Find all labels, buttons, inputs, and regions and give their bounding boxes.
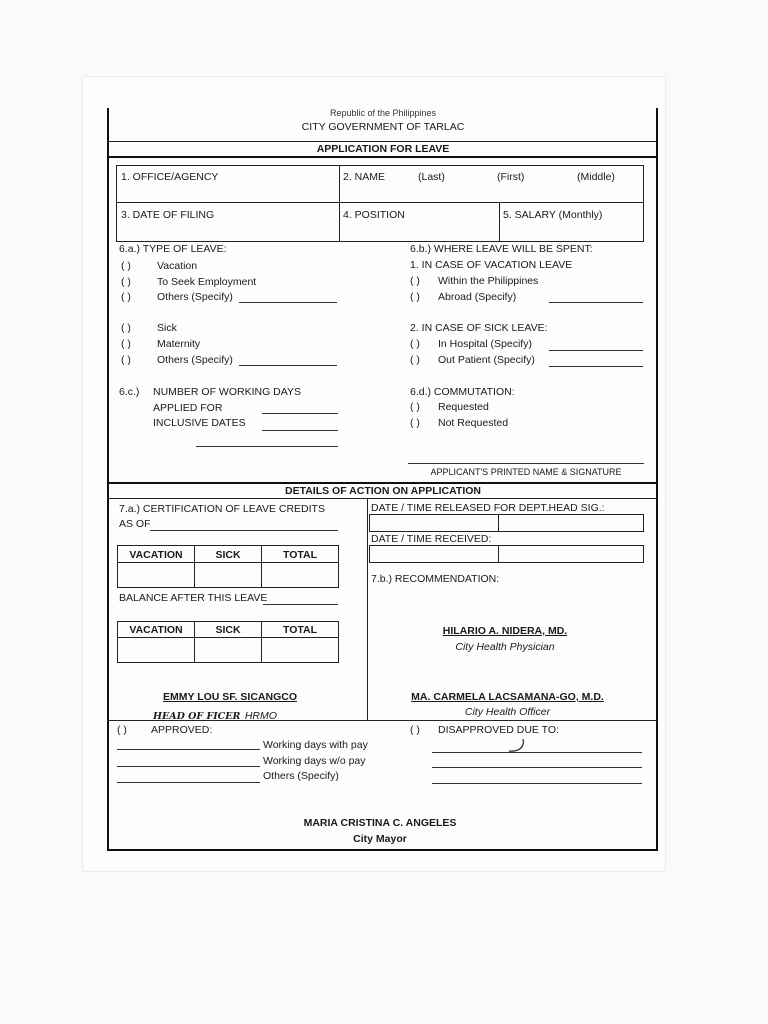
balance-col-vacation: VACATION bbox=[129, 624, 183, 636]
frame-right bbox=[656, 108, 658, 850]
disapproved-label: DISAPPROVED DUE TO: bbox=[438, 724, 559, 736]
disapproved-checkbox[interactable]: ( ) DISAPPROVED DUE TO: bbox=[410, 724, 559, 736]
within-philippines-label: Within the Philippines bbox=[438, 275, 539, 287]
working-days-line1: NUMBER OF WORKING DAYS bbox=[153, 386, 301, 398]
as-of-label: AS OF bbox=[119, 518, 151, 530]
hospital-label: In Hospital (Specify) bbox=[438, 338, 532, 350]
type-of-leave-heading: 6.a.) TYPE OF LEAVE: bbox=[119, 243, 227, 255]
received-label: DATE / TIME RECEIVED: bbox=[371, 533, 492, 545]
received-field[interactable] bbox=[369, 545, 644, 563]
requested-label: Requested bbox=[438, 401, 489, 413]
credits-table-rule bbox=[118, 562, 338, 563]
vacation-checkbox[interactable]: ( ) Vacation bbox=[121, 260, 198, 272]
disapproved-line-1[interactable] bbox=[432, 752, 642, 753]
header-rule-top bbox=[108, 141, 658, 142]
released-label: DATE / TIME RELEASED FOR DEPT.HEAD SIG.: bbox=[371, 502, 605, 514]
frame-bottom bbox=[107, 849, 658, 851]
disapproved-line-2[interactable] bbox=[432, 767, 642, 768]
requested-checkbox[interactable]: ( ) Requested bbox=[410, 401, 489, 413]
with-pay-label: Working days with pay bbox=[263, 739, 368, 751]
working-days-line3: INCLUSIVE DATES bbox=[153, 417, 246, 429]
others-sick-label: Others (Specify) bbox=[157, 354, 233, 366]
hospital-line[interactable] bbox=[549, 350, 643, 351]
as-of-line[interactable] bbox=[150, 530, 338, 531]
hospital-checkbox[interactable]: ( ) In Hospital (Specify) bbox=[410, 338, 532, 350]
abroad-line[interactable] bbox=[549, 302, 643, 303]
balance-line[interactable] bbox=[263, 604, 338, 605]
working-days-label: 6.c.) bbox=[119, 386, 140, 398]
position-label: 4. POSITION bbox=[343, 209, 405, 221]
inclusive-dates-line[interactable] bbox=[262, 430, 338, 431]
hrmo-handwritten-note: HEAD OF FICER bbox=[153, 711, 241, 722]
others-sick-checkbox[interactable]: ( ) Others (Specify) bbox=[121, 354, 233, 366]
credits-col-sick: SICK bbox=[215, 549, 241, 561]
name-first-label: (First) bbox=[497, 171, 525, 183]
form-title: APPLICATION FOR LEAVE bbox=[316, 143, 450, 155]
physician-name: HILARIO A. NIDERA, MD. bbox=[442, 625, 568, 637]
health-officer-title: City Health Officer bbox=[464, 706, 551, 718]
mayor-title: City Mayor bbox=[353, 833, 407, 845]
others-approval-label: Others (Specify) bbox=[263, 770, 339, 782]
salary-vdivider bbox=[499, 203, 500, 241]
salary-label: 5. SALARY (Monthly) bbox=[503, 209, 603, 221]
released-field[interactable] bbox=[369, 514, 644, 532]
credits-col-total: TOTAL bbox=[282, 549, 318, 561]
name-middle-label: (Middle) bbox=[577, 171, 615, 183]
others-approval-line[interactable] bbox=[117, 782, 260, 783]
header-rule-bottom bbox=[108, 156, 658, 158]
vacation-label: Vacation bbox=[157, 260, 198, 272]
details-heading: DETAILS OF ACTION ON APPLICATION bbox=[285, 485, 481, 497]
top-fields-vdivider bbox=[339, 165, 340, 241]
with-pay-line[interactable] bbox=[117, 749, 260, 750]
approved-checkbox[interactable]: ( ) APPROVED: bbox=[117, 724, 213, 736]
balance-col-total: TOTAL bbox=[282, 624, 318, 636]
sick-checkbox[interactable]: ( ) Sick bbox=[121, 322, 177, 334]
frame-left bbox=[107, 108, 109, 850]
top-fields-divider bbox=[117, 202, 643, 203]
vacation-case-heading: 1. IN CASE OF VACATION LEAVE bbox=[410, 259, 573, 271]
office-agency-label: 1. OFFICE/AGENCY bbox=[121, 171, 219, 183]
without-pay-line[interactable] bbox=[117, 766, 260, 767]
not-requested-label: Not Requested bbox=[438, 417, 509, 429]
where-spent-heading: 6.b.) WHERE LEAVE WILL BE SPENT: bbox=[410, 243, 593, 255]
city-government-title: CITY GOVERNMENT OF TARLAC bbox=[301, 121, 465, 133]
applicant-signature-label: APPLICANT'S PRINTED NAME & SIGNATURE bbox=[430, 467, 622, 477]
others-sick-line[interactable] bbox=[239, 365, 337, 366]
sick-case-heading: 2. IN CASE OF SICK LEAVE: bbox=[410, 322, 548, 334]
abroad-checkbox[interactable]: ( ) Abroad (Specify) bbox=[410, 291, 517, 303]
mayor-name: MARIA CRISTINA C. ANGELES bbox=[303, 817, 457, 829]
seek-employment-checkbox[interactable]: ( ) To Seek Employment bbox=[121, 276, 257, 288]
pen-mark-icon bbox=[505, 737, 529, 757]
approval-rule bbox=[108, 720, 658, 721]
approved-label: APPROVED: bbox=[151, 724, 213, 736]
details-vdivider bbox=[367, 498, 368, 720]
without-pay-label: Working days w/o pay bbox=[263, 755, 366, 767]
credits-col-vacation: VACATION bbox=[129, 549, 183, 561]
disapproved-line-3[interactable] bbox=[432, 783, 642, 784]
commutation-heading: 6.d.) COMMUTATION: bbox=[410, 386, 515, 398]
hrmo-title: HRMO bbox=[244, 710, 277, 722]
maternity-label: Maternity bbox=[157, 338, 201, 350]
applied-for-line[interactable] bbox=[262, 413, 338, 414]
others-vacation-label: Others (Specify) bbox=[157, 291, 233, 303]
recommendation-label: 7.b.) RECOMMENDATION: bbox=[371, 573, 500, 585]
outpatient-label: Out Patient (Specify) bbox=[438, 354, 535, 366]
certification-heading: 7.a.) CERTIFICATION OF LEAVE CREDITS bbox=[119, 503, 325, 515]
not-requested-checkbox[interactable]: ( ) Not Requested bbox=[410, 417, 509, 429]
balance-label: BALANCE AFTER THIS LEAVE bbox=[119, 592, 268, 604]
date-filing-label: 3. DATE OF FILING bbox=[121, 209, 215, 221]
outpatient-checkbox[interactable]: ( ) Out Patient (Specify) bbox=[410, 354, 535, 366]
others-vacation-checkbox[interactable]: ( ) Others (Specify) bbox=[121, 291, 233, 303]
within-philippines-checkbox[interactable]: ( ) Within the Philippines bbox=[410, 275, 539, 287]
details-rule-top bbox=[108, 482, 658, 484]
name-label: 2. NAME bbox=[343, 171, 386, 183]
applicant-signature-line[interactable] bbox=[408, 463, 644, 464]
inclusive-dates-line-2[interactable] bbox=[196, 446, 338, 447]
others-vacation-line[interactable] bbox=[239, 302, 337, 303]
maternity-checkbox[interactable]: ( ) Maternity bbox=[121, 338, 201, 350]
physician-title: City Health Physician bbox=[455, 641, 555, 653]
working-days-line2: APPLIED FOR bbox=[153, 402, 223, 414]
health-officer-name: MA. CARMELA LACSAMANA-GO, M.D. bbox=[411, 691, 604, 703]
balance-table-rule bbox=[118, 637, 338, 638]
balance-col-sick: SICK bbox=[215, 624, 241, 636]
hrmo-name: EMMY LOU SF. SICANGCO bbox=[163, 691, 297, 703]
outpatient-line[interactable] bbox=[549, 366, 643, 367]
received-field-divider bbox=[498, 545, 499, 562]
seek-employment-label: To Seek Employment bbox=[157, 276, 257, 288]
hrmo-designation bbox=[153, 706, 277, 724]
released-field-divider bbox=[498, 514, 499, 531]
republic-line: Republic of the Philippines bbox=[329, 108, 437, 118]
name-last-label: (Last) bbox=[418, 171, 445, 183]
abroad-label: Abroad (Specify) bbox=[438, 291, 517, 303]
details-rule-bottom bbox=[108, 498, 658, 499]
sick-label: Sick bbox=[157, 322, 177, 334]
